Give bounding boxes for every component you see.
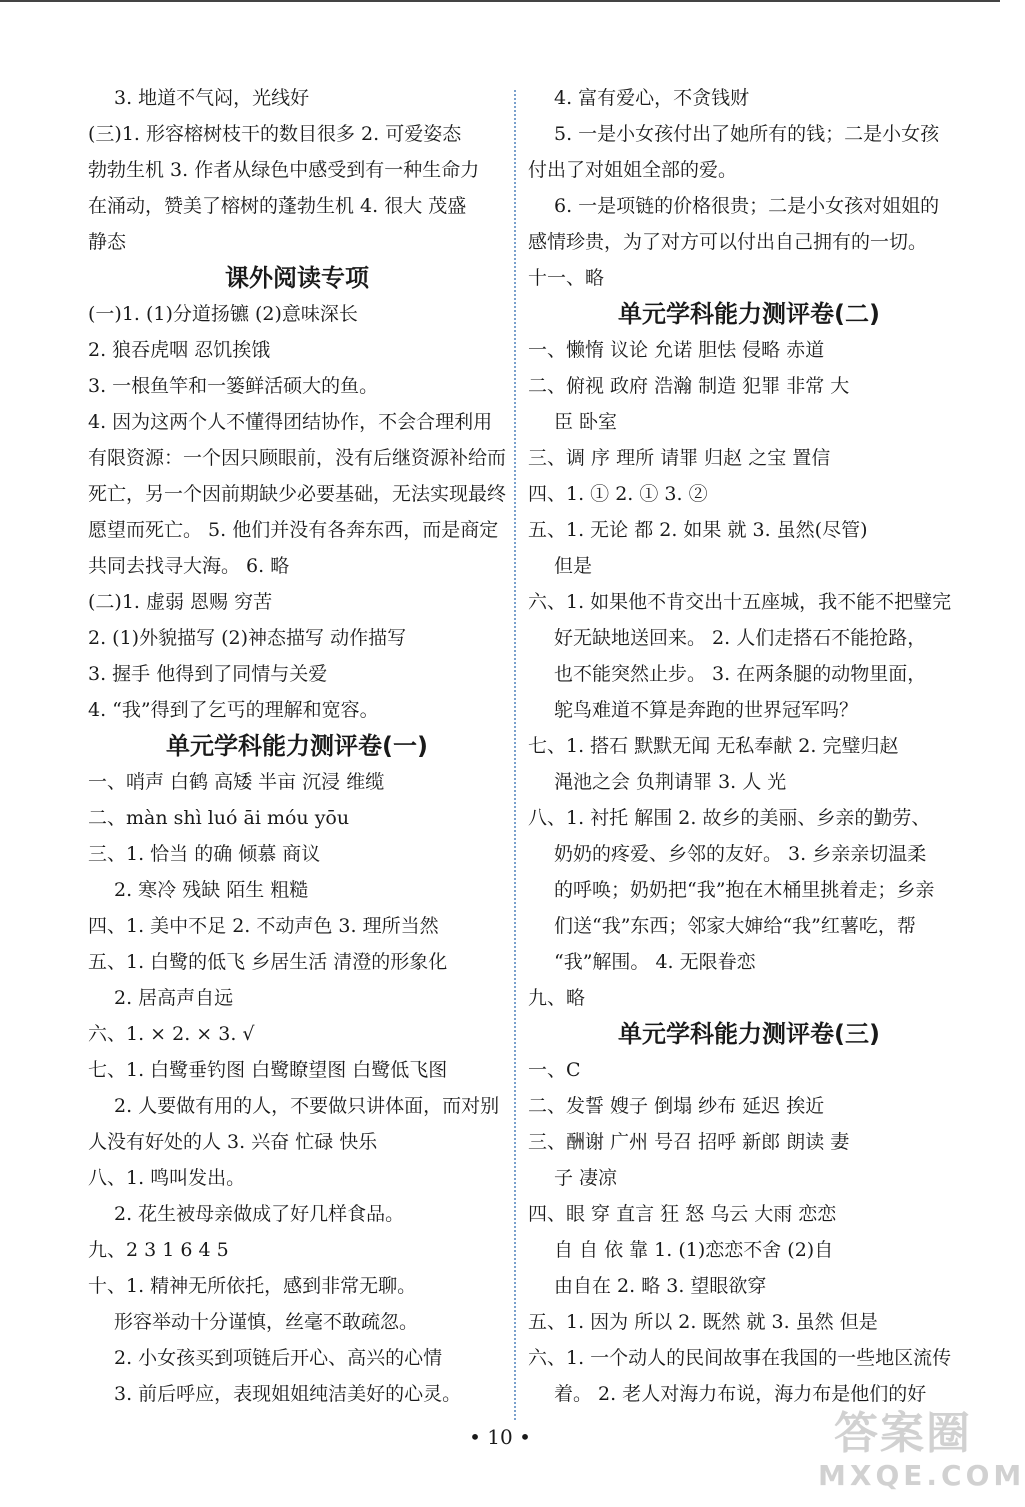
answer-line: 也不能突然止步。 3. 在两条腿的动物里面， <box>554 663 927 685</box>
column-divider <box>514 90 516 1420</box>
answer-line: 好无缺地送回来。 2. 人们走搭石不能抢路， <box>554 627 927 649</box>
answer-line: 九、略 <box>528 987 586 1009</box>
answer-line: 五、1. 白鹭的低飞 乡居生活 清澄的形象化 <box>88 951 448 973</box>
answer-line: (二)1. 虚弱 恩赐 穷苦 <box>88 591 273 613</box>
answer-line: 鸵鸟难道不算是奔跑的世界冠军吗？ <box>554 699 859 721</box>
watermark-sub-text: MXQE.COM <box>818 1459 1025 1492</box>
answer-line: 4. 因为这两个人不懂得团结协作，不会合理利用 <box>88 411 493 433</box>
answer-line: 三、1. 恰当 的确 倾慕 商议 <box>88 843 321 865</box>
answer-line: 一、懒惰 议论 允诺 胆怯 侵略 赤道 <box>528 339 825 361</box>
answer-line: 四、眼 穿 直言 狂 怒 乌云 大雨 恋恋 <box>528 1203 837 1225</box>
answer-line: 三、酬谢 广州 号召 招呼 新郎 朗读 妻 <box>528 1131 850 1153</box>
answer-line: 一、C <box>528 1059 581 1081</box>
answer-line: 5. 一是小女孩付出了她所有的钱；二是小女孩 <box>554 123 940 145</box>
answer-line: 形容举动十分谨慎，丝毫不敢疏忽。 <box>114 1311 419 1333</box>
left-column <box>88 80 506 1412</box>
answer-line: 五、1. 因为 所以 2. 既然 就 3. 虽然 但是 <box>528 1311 878 1333</box>
answer-line: “我”解围。 4. 无限眷恋 <box>554 951 756 973</box>
section-heading: 课外阅读专项 <box>225 264 369 292</box>
answer-line: 二、发誓 嫂子 倒塌 纱布 延迟 挨近 <box>528 1095 825 1117</box>
answer-line: 2. 人要做有用的人，不要做只讲体面，而对别 <box>114 1095 500 1117</box>
answer-line: 八、1. 鸣叫发出。 <box>88 1167 246 1189</box>
answer-line: 着。 2. 老人对海力布说，海力布是他们的好 <box>554 1383 927 1405</box>
watermark-logo <box>818 1408 1025 1498</box>
page-top-border <box>0 0 1000 2</box>
right-column <box>528 80 970 1412</box>
answer-line: 自 自 依 靠 1. (1)恋恋不舍 (2)自 <box>554 1239 834 1261</box>
answer-line: 臣 卧室 <box>554 411 618 433</box>
answer-line: 四、1. ① 2. ① 3. ② <box>528 483 708 505</box>
answer-line: 静态 <box>88 231 127 253</box>
answer-line: 六、1. 如果他不肯交出十五座城，我不能不把璧完 <box>528 591 952 613</box>
answer-line: 由自在 2. 略 3. 望眼欲穿 <box>554 1275 767 1297</box>
answer-line: 3. 地道不气闷，光线好 <box>114 87 310 109</box>
answer-line: (一)1. (1)分道扬镳 (2)意味深长 <box>88 303 358 325</box>
page-number: • 10 • <box>469 1425 531 1449</box>
answer-line: 七、1. 搭石 默默无闻 无私奉献 2. 完璧归赵 <box>528 735 899 757</box>
section-heading: 单元学科能力测评卷(三) <box>618 1020 880 1048</box>
answer-line: 六、1. × 2. × 3. √ <box>88 1023 255 1045</box>
answer-line: 三、调 序 理所 请罪 归赵 之宝 置信 <box>528 447 831 469</box>
answer-line: 奶奶的疼爱、乡邻的友好。 3. 乡亲亲切温柔 <box>554 843 927 865</box>
answer-line: 人没有好处的人 3. 兴奋 忙碌 快乐 <box>88 1131 378 1153</box>
answer-line: 3. 握手 他得到了同情与关爱 <box>88 663 328 685</box>
answer-line: 2. 狼吞虎咽 忍饥挨饿 <box>88 339 271 361</box>
answer-line: 八、1. 衬托 解围 2. 故乡的美丽、乡亲的勤劳、 <box>528 807 931 829</box>
answer-line: 4. “我”得到了乞丐的理解和宽容。 <box>88 699 379 721</box>
answer-line: 共同去找寻大海。 6. 略 <box>88 555 290 577</box>
answer-line: 的呼唤；奶奶把“我”抱在木桶里挑着走；乡亲 <box>554 879 935 901</box>
answer-line: 勃勃生机 3. 作者从绿色中感受到有一种生命力 <box>88 159 480 181</box>
answer-line: 四、1. 美中不足 2. 不动声色 3. 理所当然 <box>88 915 439 937</box>
answer-line: 二、俯视 政府 浩瀚 制造 犯罪 非常 大 <box>528 375 850 397</box>
answer-line: 九、2 3 1 6 4 5 <box>88 1239 229 1261</box>
answer-line: 愿望而死亡。 5. 他们并没有各奔东西，而是商定 <box>88 519 499 541</box>
answer-line: 感情珍贵，为了对方可以付出自己拥有的一切。 <box>528 231 928 253</box>
answer-line: 十一、略 <box>528 267 605 289</box>
answer-line: 付出了对姐姐全部的爱。 <box>528 159 738 181</box>
answer-line: 3. 前后呼应，表现姐姐纯洁美好的心灵。 <box>114 1383 462 1405</box>
answer-line: 3. 一根鱼竿和一篓鲜活硕大的鱼。 <box>88 375 379 397</box>
watermark-main-text: 答案圈 <box>834 1408 972 1459</box>
answer-line: 有限资源：一个因只顾眼前，没有后继资源补给而 <box>88 447 507 469</box>
answer-line: 2. 寒冷 残缺 陌生 粗糙 <box>114 879 309 901</box>
answer-line: 二、màn shì luó āi móu yōu <box>88 807 350 829</box>
answer-line: 但是 <box>554 555 593 577</box>
answer-line: 死亡，另一个因前期缺少必要基础，无法实现最终 <box>88 483 507 505</box>
section-heading: 单元学科能力测评卷(一) <box>166 732 428 760</box>
answer-line: 4. 富有爱心，不贪钱财 <box>554 87 750 109</box>
answer-line: 七、1. 白鹭垂钓图 白鹭瞭望图 白鹭低飞图 <box>88 1059 448 1081</box>
answer-line: (三)1. 形容榕树枝干的数目很多 2. 可爱姿态 <box>88 123 462 145</box>
answer-line: 6. 一是项链的价格很贵；二是小女孩对姐姐的 <box>554 195 940 217</box>
section-heading: 单元学科能力测评卷(二) <box>618 300 880 328</box>
answer-line: 六、1. 一个动人的民间故事在我国的一些地区流传 <box>528 1347 952 1369</box>
answer-line: 2. 居高声自远 <box>114 987 234 1009</box>
answer-line: 2. (1)外貌描写 (2)神态描写 动作描写 <box>88 627 407 649</box>
answer-line: 渑池之会 负荆请罪 3. 人 光 <box>554 771 787 793</box>
answer-line: 五、1. 无论 都 2. 如果 就 3. 虽然(尽管) <box>528 519 868 541</box>
answer-line: 子 凄凉 <box>554 1167 618 1189</box>
answer-line: 们送“我”东西；邻家大婶给“我”红薯吃，帮 <box>554 915 916 937</box>
answer-line: 一、哨声 白鹤 高矮 半亩 沉浸 维缆 <box>88 771 385 793</box>
answer-line: 2. 花生被母亲做成了好几样食品。 <box>114 1203 405 1225</box>
answer-line: 在涌动，赞美了榕树的蓬勃生机 4. 很大 茂盛 <box>88 195 467 217</box>
answer-line: 十、1. 精神无所依托，感到非常无聊。 <box>88 1275 417 1297</box>
answer-line: 2. 小女孩买到项链后开心、高兴的心情 <box>114 1347 443 1369</box>
